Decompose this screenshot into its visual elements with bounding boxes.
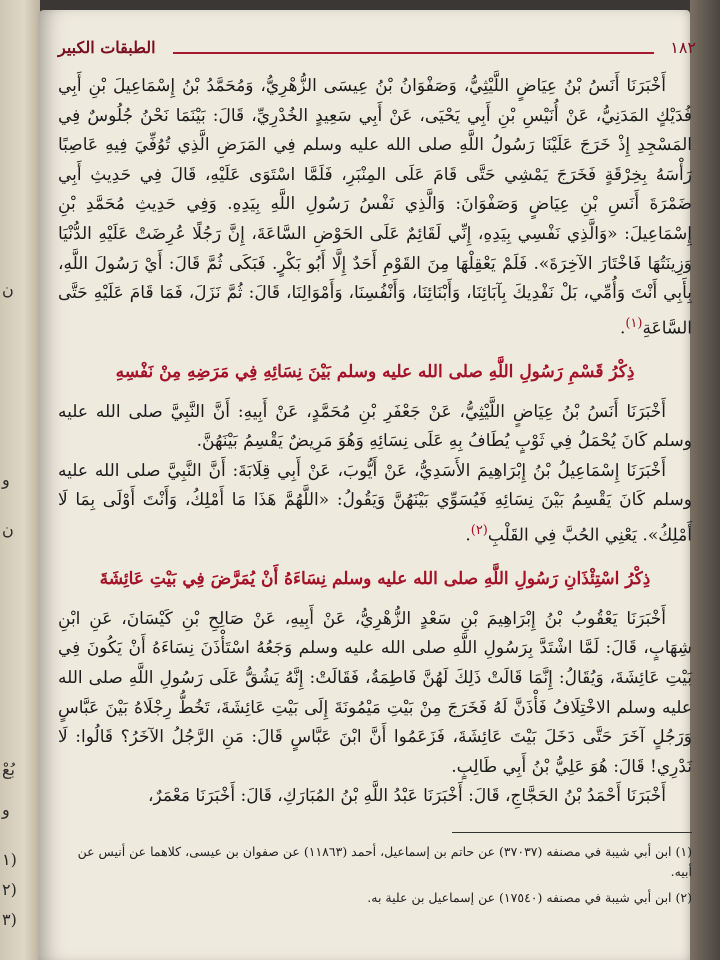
paragraph-text: أَخْبَرَنَا إِسْمَاعِيلُ بْنُ إِبْرَاهِيمَ الأَسَدِيُّ، عَنْ أَيُّوبَ، عَنْ أَبِي قِلَابَةَ: أَنَّ النَّبِيَّ صلى الله عليه وسلم كَانَ يَقْسِمُ بَيْنَ نِسَائِهِ فَيُسَوِّي بَيْنَهُنَّ وَيَقُولُ: «اللَّهُمَّ هَذَا مَا أَمْلِكُ، وَأَنْتَ أَوْلَى بِمَا لَا أَمْلِكُ». يَعْنِي الحُبَّ فِي القَلْبِ bbox=[58, 460, 692, 546]
footnote: (١) ابن أبي شيبة في مصنفه (٣٧٠٣٧) عن حاتم بن إسماعيل، أحمد (١١٨٦٣) عن صفوان بن عيسى، كلاهما عن أنيس عن أبيه. bbox=[77, 844, 692, 879]
paragraph-text: أَخْبَرَنَا يَعْقُوبُ بْنُ إِبْرَاهِيمَ بْنِ سَعْدٍ الزُّهْرِيُّ، عَنْ أَبِيهِ، عَنْ صَالِحِ بْنِ كَيْسَانَ، عَنِ ابْنِ شِهَابٍ، قَالَ: لَمَّا اشْتَدَّ بِرَسُولِ اللَّهِ صلى الله عليه وسلم وَجَعُهُ اسْتَأْذَنَ نِسَاءَهُ أَنْ يَكُونَ فِي بَيْتِ عَائِشَةَ، وَيُقَالُ: إِنَّمَا قَالَتْ ذَلِكَ لَهُنَّ فَاطِمَةُ، فَقَالَتْ: إِنَّهُ يَشُقُّ عَلَى رَسُولِ اللَّهِ صلى الله عليه وسلم الاخْتِلَافُ فَأْذَنَّ لَهُ فَخَرَجَ مِنْ بَيْتِ مَيْمُونَةَ إِلَى بَيْتِ عَائِشَةَ، تَخُطُّ رِجْلَاهُ بَيْنَ عَبَّاسٍ وَرَجُلٍ آخَرَ حَتَّى دَخَلَ بَيْتَ عَائِشَةَ، فَزَعَمُوا أَنَّ ابْنَ عَبَّاسٍ قَالَ: مَنِ الرَّجُلُ الآخَرُ؟ قَالُوا: لَا نَدْرِي! قَالَ: هُوَ عَلِيُّ بْنُ أَبِي طَالِبٍ. bbox=[58, 608, 692, 777]
narration-paragraph bbox=[58, 398, 692, 457]
facing-page-fragment: ن bbox=[2, 280, 14, 299]
facing-page-edge bbox=[0, 0, 40, 960]
narration-paragraph bbox=[58, 782, 692, 812]
facing-page-fragment: (٣ bbox=[2, 910, 17, 929]
facing-page-fragment: و bbox=[2, 470, 10, 489]
section-heading: ذِكْرُ قَسْمِ رَسُولِ اللَّهِ صلى الله عليه وسلم بَيْنَ نِسَائِهِ فِي مَرَضِهِ مِنْ نَفْسِهِ bbox=[115, 362, 635, 382]
paragraph-text: أَخْبَرَنَا أَنَسُ بْنُ عِيَاضٍ اللَّيْثِيُّ، عَنْ جَعْفَرِ بْنِ مُحَمَّدٍ، عَنْ أَبِيهِ: أَنَّ النَّبِيَّ صلى الله عليه وسلم كَانَ يُحْمَلُ فِي ثَوْبٍ يُطَافُ بِهِ عَلَى نِسَائِهِ وَهُوَ مَرِيضٌ يَقْسِمُ بَيْنَهُنَّ. bbox=[58, 401, 692, 452]
facing-page-fragment: ن bbox=[2, 520, 14, 539]
paragraph-text: أَخْبَرَنَا أَحْمَدُ بْنُ الحَجَّاجِ، قَالَ: أَخْبَرَنَا عَبْدُ اللَّهِ بْنُ المُبَارَكِ، قَالَ: أَخْبَرَنَا مَعْمَرٌ، bbox=[148, 786, 666, 807]
narration-paragraph: أَخْبَرَنَا إِسْمَاعِيلُ بْنُ إِبْرَاهِيمَ الأَسَدِيُّ، عَنْ أَيُّوبَ، عَنْ أَبِي قِلَابَةَ: أَنَّ النَّبِيَّ صلى الله عليه وسلم كَانَ يَقْسِمُ بَيْنَ نِسَائِهِ فَيُسَوِّي بَيْنَهُنَّ وَيَقُولُ: «اللَّهُمَّ هَذَا مَا أَمْلِكُ، وَأَنْتَ أَوْلَى بِمَا لَا أَمْلِكُ». يَعْنِي الحُبَّ فِي القَلْبِ$^{(٢)}$. bbox=[58, 460, 692, 546]
footnotes bbox=[58, 842, 692, 914]
facing-page-fragment: (٢ bbox=[2, 880, 17, 899]
page-header bbox=[58, 38, 696, 62]
book-edge bbox=[690, 0, 720, 960]
facing-page-fragment: (١ bbox=[2, 850, 17, 869]
footnote-reference[interactable]: (٢) bbox=[470, 522, 488, 538]
paragraph-text: أَخْبَرَنَا أَنَسُ بْنُ عِيَاضٍ اللَّيْثِيُّ، وَصَفْوَانُ بْنُ عِيسَى الزُّهْرِيُّ، وَمُحَمَّدُ بْنُ إِسْمَاعِيلَ بْنِ أَبِي فُدَيْكٍ المَدَنِيُّ، عَنْ أُنَيْسِ بْنِ أَبِي يَحْيَى، عَنْ أَبِي سَعِيدٍ الخُدْرِيِّ، قَالَ: بَيْنَمَا نَحْنُ جُلُوسٌ فِي المَسْجِدِ إِذْ خَرَجَ عَلَيْنَا رَسُولُ اللَّهِ صلى الله عليه وسلم فِي المَرَضِ الَّذِي تُوُفِّيَ فِيهِ عَاصِبًا رَأْسَهُ بِخِرْقَةٍ فَخَرَجَ يَمْشِي حَتَّى قَامَ عَلَى المِنْبَرِ، فَلَمَّا اسْتَوَى عَلَيْهِ، قَالَ فِي حَدِيثِ أَبِي ضَمْرَةَ أَنَسِ بْنِ عِيَاضٍ وَصَفْوَانَ: وَالَّذِي نَفْسُ رَسُولِ اللَّهِ بِيَدِهِ. وَفِي حَدِيثِ مُحَمَّدِ بْنِ إِسْمَاعِيلَ: «وَالَّذِي نَفْسِي بِيَدِهِ، إِنِّي لَقَائِمٌ عَلَى الحَوْضِ السَّاعَةَ، إِنَّ رَجُلًا عُرِضَتْ عَلَيْهِ الدُّنْيَا وَزِينَتُهَا فَاخْتَارَ الآخِرَةَ». فَلَمْ يَعْقِلْهَا مِنَ القَوْمِ أَحَدٌ إِلَّا أَبُو بَكْرٍ. فَبَكَى ثُمَّ قَالَ: أَيْ رَسُولَ اللَّهِ، بِأَبِي أَنْتَ وَأُمِّي، بَلْ نَفْدِيكَ بِآبَائِنَا، وَأَبْنَائِنَا، وَأَنْفُسِنَا، وَأَمْوَالِنَا، قَالَ: ثُمَّ نَزَلَ، فَمَا قَامَ عَلَيْهِ حَتَّى السَّاعَةِ bbox=[58, 76, 692, 339]
footnote-reference[interactable]: (١) bbox=[625, 315, 643, 331]
narration-paragraph bbox=[58, 605, 692, 783]
narration-paragraph: أَخْبَرَنَا أَنَسُ بْنُ عِيَاضٍ اللَّيْثِيُّ، وَصَفْوَانُ بْنُ عِيسَى الزُّهْرِيُّ، وَمُحَمَّدُ بْنُ إِسْمَاعِيلَ بْنِ أَبِي فُدَيْكٍ المَدَنِيُّ، عَنْ أُنَيْسِ بْنِ أَبِي يَحْيَى، عَنْ أَبِي سَعِيدٍ الخُدْرِيِّ، قَالَ: بَيْنَمَا نَحْنُ جُلُوسٌ فِي المَسْجِدِ إِذْ خَرَجَ عَلَيْنَا رَسُولُ اللَّهِ صلى الله عليه وسلم فِي المَرَضِ الَّذِي تُوُفِّيَ فِيهِ عَاصِبًا رَأْسَهُ بِخِرْقَةٍ فَخَرَجَ يَمْشِي حَتَّى قَامَ عَلَى المِنْبَرِ، فَلَمَّا اسْتَوَى عَلَيْهِ، قَالَ فِي حَدِيثِ أَبِي ضَمْرَةَ أَنَسِ بْنِ عِيَاضٍ وَصَفْوَانَ: وَالَّذِي نَفْسُ رَسُولِ اللَّهِ بِيَدِهِ. وَفِي حَدِيثِ مُحَمَّدِ بْنِ إِسْمَاعِيلَ: «وَالَّذِي نَفْسِي بِيَدِهِ، إِنِّي لَقَائِمٌ عَلَى الحَوْضِ السَّاعَةَ، إِنَّ رَجُلًا عُرِضَتْ عَلَيْهِ الدُّنْيَا وَزِينَتُهَا فَاخْتَارَ الآخِرَةَ». فَلَمْ يَعْقِلْهَا مِنَ القَوْمِ أَحَدٌ إِلَّا أَبُو بَكْرٍ. فَبَكَى ثُمَّ قَالَ: أَيْ رَسُولَ اللَّهِ، بِأَبِي أَنْتَ وَأُمِّي، بَلْ نَفْدِيكَ بِآبَائِنَا، وَأَبْنَائِنَا، وَأَنْفُسِنَا، وَأَمْوَالِنَا، قَالَ: ثُمَّ نَزَلَ، فَمَا قَامَ عَلَيْهِ حَتَّى السَّاعَةِ$^{(١)}$. bbox=[58, 76, 692, 339]
facing-page-fragment: بُعْ bbox=[2, 760, 15, 779]
section-heading: ذِكْرُ اسْتِئْذَانِ رَسُولِ اللَّهِ صلى الله عليه وسلم نِسَاءَهُ أَنْ يُمَرَّضَ فِي بَيْتِ عَائِشَةَ bbox=[99, 569, 651, 590]
facing-page-fragment: و bbox=[2, 800, 10, 819]
page-number: ١٨٢ bbox=[670, 38, 696, 57]
footnote-separator bbox=[452, 832, 692, 833]
footnote: (٢) ابن أبي شيبة في مصنفه (١٧٥٤٠) عن إسماعيل بن علية به. bbox=[367, 890, 692, 905]
header-rule bbox=[173, 52, 654, 54]
page-body bbox=[58, 72, 692, 812]
book-title: الطبقات الكبير bbox=[58, 38, 156, 57]
